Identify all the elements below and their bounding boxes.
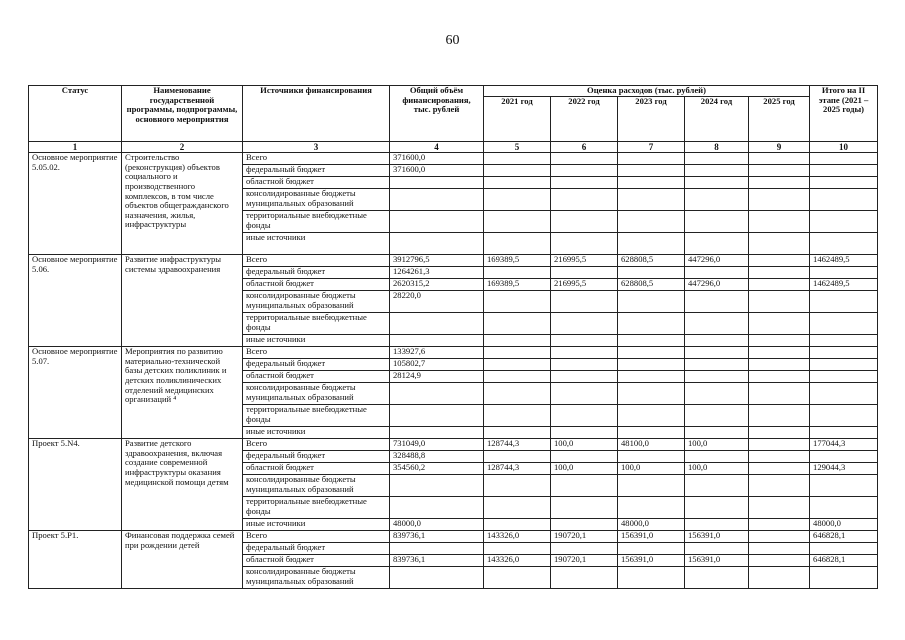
year-2021-cell: [484, 567, 551, 589]
total-cell: 133927,6: [390, 347, 484, 359]
year-2023-cell: [618, 347, 685, 359]
stage-total-cell: 1462489,5: [810, 279, 878, 291]
year-2022-cell: [551, 451, 618, 463]
total-cell: [390, 313, 484, 335]
column-number: 4: [390, 142, 484, 153]
source-cell: федеральный бюджет: [243, 267, 390, 279]
year-2025-cell: [749, 475, 810, 497]
year-2024-cell: [685, 211, 749, 233]
year-2021-cell: [484, 267, 551, 279]
year-2021-cell: [484, 189, 551, 211]
year-2022-cell: [551, 335, 618, 347]
table-body: [29, 153, 878, 589]
source-cell: иные источники: [243, 335, 390, 347]
year-2025-cell: [749, 313, 810, 335]
column-number: 3: [243, 142, 390, 153]
total-cell: 3912796,5: [390, 255, 484, 267]
header-year: 2024 год: [685, 97, 749, 142]
stage-total-cell: [810, 189, 878, 211]
year-2021-cell: 169389,5: [484, 279, 551, 291]
year-2024-cell: [685, 165, 749, 177]
source-cell: областной бюджет: [243, 555, 390, 567]
total-cell: [390, 427, 484, 439]
stage-total-cell: [810, 335, 878, 347]
year-2021-cell: [484, 475, 551, 497]
total-cell: 48000,0: [390, 519, 484, 531]
total-cell: [390, 497, 484, 519]
stage-total-cell: 1462489,5: [810, 255, 878, 267]
source-cell: областной бюджет: [243, 177, 390, 189]
year-2024-cell: [685, 497, 749, 519]
year-2025-cell: [749, 189, 810, 211]
year-2022-cell: [551, 543, 618, 555]
year-2021-cell: [484, 371, 551, 383]
total-cell: [390, 233, 484, 255]
year-2023-cell: [618, 189, 685, 211]
year-2025-cell: [749, 211, 810, 233]
stage-total-cell: [810, 497, 878, 519]
source-cell: территориальные внебюджетные фонды: [243, 211, 390, 233]
year-2022-cell: 216995,5: [551, 279, 618, 291]
year-2022-cell: [551, 291, 618, 313]
stage-total-cell: [810, 427, 878, 439]
stage-total-cell: [810, 543, 878, 555]
year-2023-cell: 100,0: [618, 463, 685, 475]
program-name-cell: Финансовая поддержка семей при рождении детей: [122, 531, 243, 589]
year-2024-cell: [685, 519, 749, 531]
year-2022-cell: [551, 267, 618, 279]
year-2024-cell: [685, 233, 749, 255]
source-cell: консолидированные бюджеты муниципальных образований: [243, 291, 390, 313]
year-2022-cell: [551, 153, 618, 165]
year-2023-cell: 628808,5: [618, 279, 685, 291]
total-cell: 731049,0: [390, 439, 484, 451]
year-2022-cell: [551, 359, 618, 371]
year-2025-cell: [749, 371, 810, 383]
year-2021-cell: [484, 335, 551, 347]
year-2024-cell: [685, 189, 749, 211]
year-2021-cell: [484, 497, 551, 519]
year-2025-cell: [749, 497, 810, 519]
stage-total-cell: [810, 451, 878, 463]
year-2025-cell: [749, 463, 810, 475]
total-cell: 28220,0: [390, 291, 484, 313]
stage-total-cell: [810, 475, 878, 497]
source-cell: федеральный бюджет: [243, 359, 390, 371]
year-2024-cell: [685, 359, 749, 371]
year-2024-cell: [685, 543, 749, 555]
source-cell: иные источники: [243, 233, 390, 255]
year-2023-cell: [618, 405, 685, 427]
year-2025-cell: [749, 291, 810, 313]
stage-total-cell: [810, 347, 878, 359]
header-status: Статус: [29, 86, 122, 142]
year-2025-cell: [749, 233, 810, 255]
source-cell: иные источники: [243, 519, 390, 531]
year-2022-cell: [551, 519, 618, 531]
stage-total-cell: 129044,3: [810, 463, 878, 475]
year-2025-cell: [749, 165, 810, 177]
year-2021-cell: [484, 347, 551, 359]
year-2021-cell: [484, 427, 551, 439]
total-cell: 371600,0: [390, 165, 484, 177]
status-cell: Проект 5.Р1.: [29, 531, 122, 589]
year-2021-cell: [484, 233, 551, 255]
year-2023-cell: [618, 497, 685, 519]
column-number: 6: [551, 142, 618, 153]
year-2022-cell: [551, 233, 618, 255]
year-2025-cell: [749, 347, 810, 359]
year-2021-cell: 143326,0: [484, 531, 551, 543]
source-cell: территориальные внебюджетные фонды: [243, 497, 390, 519]
total-cell: [390, 543, 484, 555]
year-2021-cell: [484, 291, 551, 313]
year-2023-cell: [618, 211, 685, 233]
year-2022-cell: [551, 475, 618, 497]
year-2024-cell: [685, 335, 749, 347]
header-year: 2022 год: [551, 97, 618, 142]
year-2023-cell: [618, 233, 685, 255]
year-2025-cell: [749, 451, 810, 463]
total-cell: [390, 405, 484, 427]
year-2024-cell: [685, 177, 749, 189]
year-2025-cell: [749, 267, 810, 279]
stage-total-cell: [810, 313, 878, 335]
total-cell: 354560,2: [390, 463, 484, 475]
year-2023-cell: [618, 451, 685, 463]
year-2022-cell: [551, 313, 618, 335]
year-2025-cell: [749, 543, 810, 555]
year-2023-cell: [618, 177, 685, 189]
stage-total-cell: [810, 359, 878, 371]
source-cell: иные источники: [243, 427, 390, 439]
year-2025-cell: [749, 531, 810, 543]
source-cell: Всего: [243, 439, 390, 451]
status-cell: Основное мероприятие 5.07.: [29, 347, 122, 439]
year-2024-cell: [685, 371, 749, 383]
year-2021-cell: [484, 165, 551, 177]
source-cell: федеральный бюджет: [243, 451, 390, 463]
total-cell: 839736,1: [390, 531, 484, 543]
year-2025-cell: [749, 153, 810, 165]
stage-total-cell: 646828,1: [810, 555, 878, 567]
year-2022-cell: 216995,5: [551, 255, 618, 267]
stage-total-cell: 646828,1: [810, 531, 878, 543]
year-2025-cell: [749, 555, 810, 567]
total-cell: 105802,7: [390, 359, 484, 371]
stage-total-cell: [810, 371, 878, 383]
total-cell: 2620315,2: [390, 279, 484, 291]
year-2021-cell: 128744,3: [484, 439, 551, 451]
table-row: [29, 153, 878, 165]
source-cell: Всего: [243, 347, 390, 359]
year-2024-cell: 100,0: [685, 463, 749, 475]
total-cell: 1264261,3: [390, 267, 484, 279]
year-2021-cell: [484, 405, 551, 427]
source-cell: областной бюджет: [243, 371, 390, 383]
source-cell: федеральный бюджет: [243, 543, 390, 555]
stage-total-cell: [810, 267, 878, 279]
year-2022-cell: 190720,1: [551, 555, 618, 567]
year-2025-cell: [749, 519, 810, 531]
source-cell: областной бюджет: [243, 463, 390, 475]
year-2025-cell: [749, 359, 810, 371]
year-2023-cell: 628808,5: [618, 255, 685, 267]
column-number: 1: [29, 142, 122, 153]
year-2024-cell: [685, 267, 749, 279]
table-row: [29, 531, 878, 543]
year-2021-cell: [484, 313, 551, 335]
year-2023-cell: [618, 313, 685, 335]
year-2022-cell: [551, 211, 618, 233]
table-row: [29, 255, 878, 267]
stage-total-cell: 48000,0: [810, 519, 878, 531]
year-2023-cell: [618, 267, 685, 279]
stage-total-cell: [810, 383, 878, 405]
year-2021-cell: [484, 153, 551, 165]
column-number: 5: [484, 142, 551, 153]
source-cell: консолидированные бюджеты муниципальных образований: [243, 189, 390, 211]
total-cell: [390, 567, 484, 589]
stage-total-cell: [810, 211, 878, 233]
stage-total-cell: 177044,3: [810, 439, 878, 451]
year-2023-cell: [618, 371, 685, 383]
column-number: 10: [810, 142, 878, 153]
source-cell: территориальные внебюджетные фонды: [243, 313, 390, 335]
year-2023-cell: [618, 153, 685, 165]
year-2024-cell: [685, 291, 749, 313]
year-2024-cell: 100,0: [685, 439, 749, 451]
status-cell: Проект 5.N4.: [29, 439, 122, 531]
year-2022-cell: [551, 177, 618, 189]
year-2024-cell: [685, 153, 749, 165]
year-2022-cell: 190720,1: [551, 531, 618, 543]
source-cell: Всего: [243, 531, 390, 543]
year-2024-cell: 447296,0: [685, 255, 749, 267]
year-2025-cell: [749, 279, 810, 291]
year-2022-cell: [551, 427, 618, 439]
total-cell: [390, 335, 484, 347]
year-2022-cell: [551, 371, 618, 383]
year-2021-cell: [484, 211, 551, 233]
total-cell: [390, 211, 484, 233]
year-2024-cell: [685, 427, 749, 439]
header-stage-total: Итого на II этапе (2021 – 2025 годы): [810, 86, 878, 142]
header-sources: Источники финансирования: [243, 86, 390, 142]
year-2025-cell: [749, 177, 810, 189]
year-2024-cell: [685, 567, 749, 589]
year-2023-cell: [618, 335, 685, 347]
table-row: [29, 439, 878, 451]
total-cell: 371600,0: [390, 153, 484, 165]
year-2025-cell: [749, 335, 810, 347]
source-cell: консолидированные бюджеты муниципальных образований: [243, 383, 390, 405]
stage-total-cell: [810, 165, 878, 177]
year-2024-cell: [685, 475, 749, 497]
header-estimate: Оценка расходов (тыс. рублей): [484, 86, 810, 97]
year-2022-cell: [551, 383, 618, 405]
year-2025-cell: [749, 567, 810, 589]
year-2024-cell: [685, 405, 749, 427]
year-2023-cell: [618, 383, 685, 405]
year-2021-cell: [484, 543, 551, 555]
year-2023-cell: [618, 543, 685, 555]
year-2025-cell: [749, 439, 810, 451]
header-year: 2025 год: [749, 97, 810, 142]
year-2025-cell: [749, 405, 810, 427]
year-2023-cell: [618, 567, 685, 589]
header-year: 2023 год: [618, 97, 685, 142]
year-2023-cell: 48000,0: [618, 519, 685, 531]
year-2024-cell: [685, 347, 749, 359]
header-total: Общий объём финансирования, тыс. рублей: [390, 86, 484, 142]
year-2022-cell: [551, 347, 618, 359]
column-number: 7: [618, 142, 685, 153]
program-name-cell: Развитие детского здравоохранения, включая создание современной инфраструктуры оказания медицинской помощи детям: [122, 439, 243, 531]
year-2023-cell: 156391,0: [618, 555, 685, 567]
year-2022-cell: [551, 497, 618, 519]
source-cell: Всего: [243, 255, 390, 267]
year-2021-cell: [484, 451, 551, 463]
column-number: 2: [122, 142, 243, 153]
stage-total-cell: [810, 233, 878, 255]
total-cell: 839736,1: [390, 555, 484, 567]
year-2023-cell: 156391,0: [618, 531, 685, 543]
stage-total-cell: [810, 405, 878, 427]
status-cell: Основное мероприятие 5.05.02.: [29, 153, 122, 255]
total-cell: 328488,8: [390, 451, 484, 463]
year-2022-cell: [551, 165, 618, 177]
stage-total-cell: [810, 291, 878, 313]
stage-total-cell: [810, 177, 878, 189]
year-2023-cell: [618, 359, 685, 371]
year-2024-cell: 447296,0: [685, 279, 749, 291]
total-cell: [390, 177, 484, 189]
year-2025-cell: [749, 255, 810, 267]
stage-total-cell: [810, 567, 878, 589]
column-number: 9: [749, 142, 810, 153]
source-cell: Всего: [243, 153, 390, 165]
year-2022-cell: [551, 567, 618, 589]
year-2023-cell: 48100,0: [618, 439, 685, 451]
program-name-cell: Мероприятия по развитию материально-технической базы детских поликлиник и детских поликлинических отделений медицинских организаций ⁴: [122, 347, 243, 439]
year-2025-cell: [749, 383, 810, 405]
status-cell: Основное мероприятие 5.06.: [29, 255, 122, 347]
year-2021-cell: [484, 177, 551, 189]
header-year: 2021 год: [484, 97, 551, 142]
total-cell: [390, 189, 484, 211]
header-program: Наименование государственной программы, подпрограммы, основного мероприятия: [122, 86, 243, 142]
stage-total-cell: [810, 153, 878, 165]
year-2023-cell: [618, 427, 685, 439]
source-cell: областной бюджет: [243, 279, 390, 291]
year-2021-cell: 143326,0: [484, 555, 551, 567]
program-name-cell: Развитие инфраструктуры системы здравоохранения: [122, 255, 243, 347]
source-cell: консолидированные бюджеты муниципальных образований: [243, 475, 390, 497]
year-2023-cell: [618, 165, 685, 177]
year-2021-cell: [484, 519, 551, 531]
year-2024-cell: [685, 451, 749, 463]
source-cell: консолидированные бюджеты муниципальных образований: [243, 567, 390, 589]
table-row: [29, 347, 878, 359]
year-2021-cell: [484, 359, 551, 371]
total-cell: [390, 475, 484, 497]
year-2024-cell: 156391,0: [685, 555, 749, 567]
program-name-cell: Строительство (реконструкция) объектов социального и производственного комплексов, в том числе объектов общегражданского назначения, жилья, инфраструктуры: [122, 153, 243, 255]
column-number: 8: [685, 142, 749, 153]
year-2022-cell: 100,0: [551, 439, 618, 451]
year-2022-cell: 100,0: [551, 463, 618, 475]
year-2023-cell: [618, 291, 685, 313]
year-2022-cell: [551, 405, 618, 427]
total-cell: [390, 383, 484, 405]
year-2022-cell: [551, 189, 618, 211]
year-2021-cell: 128744,3: [484, 463, 551, 475]
year-2025-cell: [749, 427, 810, 439]
year-2021-cell: [484, 383, 551, 405]
year-2021-cell: 169389,5: [484, 255, 551, 267]
source-cell: территориальные внебюджетные фонды: [243, 405, 390, 427]
source-cell: федеральный бюджет: [243, 165, 390, 177]
total-cell: 28124,9: [390, 371, 484, 383]
year-2023-cell: [618, 475, 685, 497]
year-2024-cell: [685, 383, 749, 405]
page-number: 60: [445, 33, 460, 48]
financing-table: [28, 85, 878, 589]
year-2024-cell: 156391,0: [685, 531, 749, 543]
year-2024-cell: [685, 313, 749, 335]
